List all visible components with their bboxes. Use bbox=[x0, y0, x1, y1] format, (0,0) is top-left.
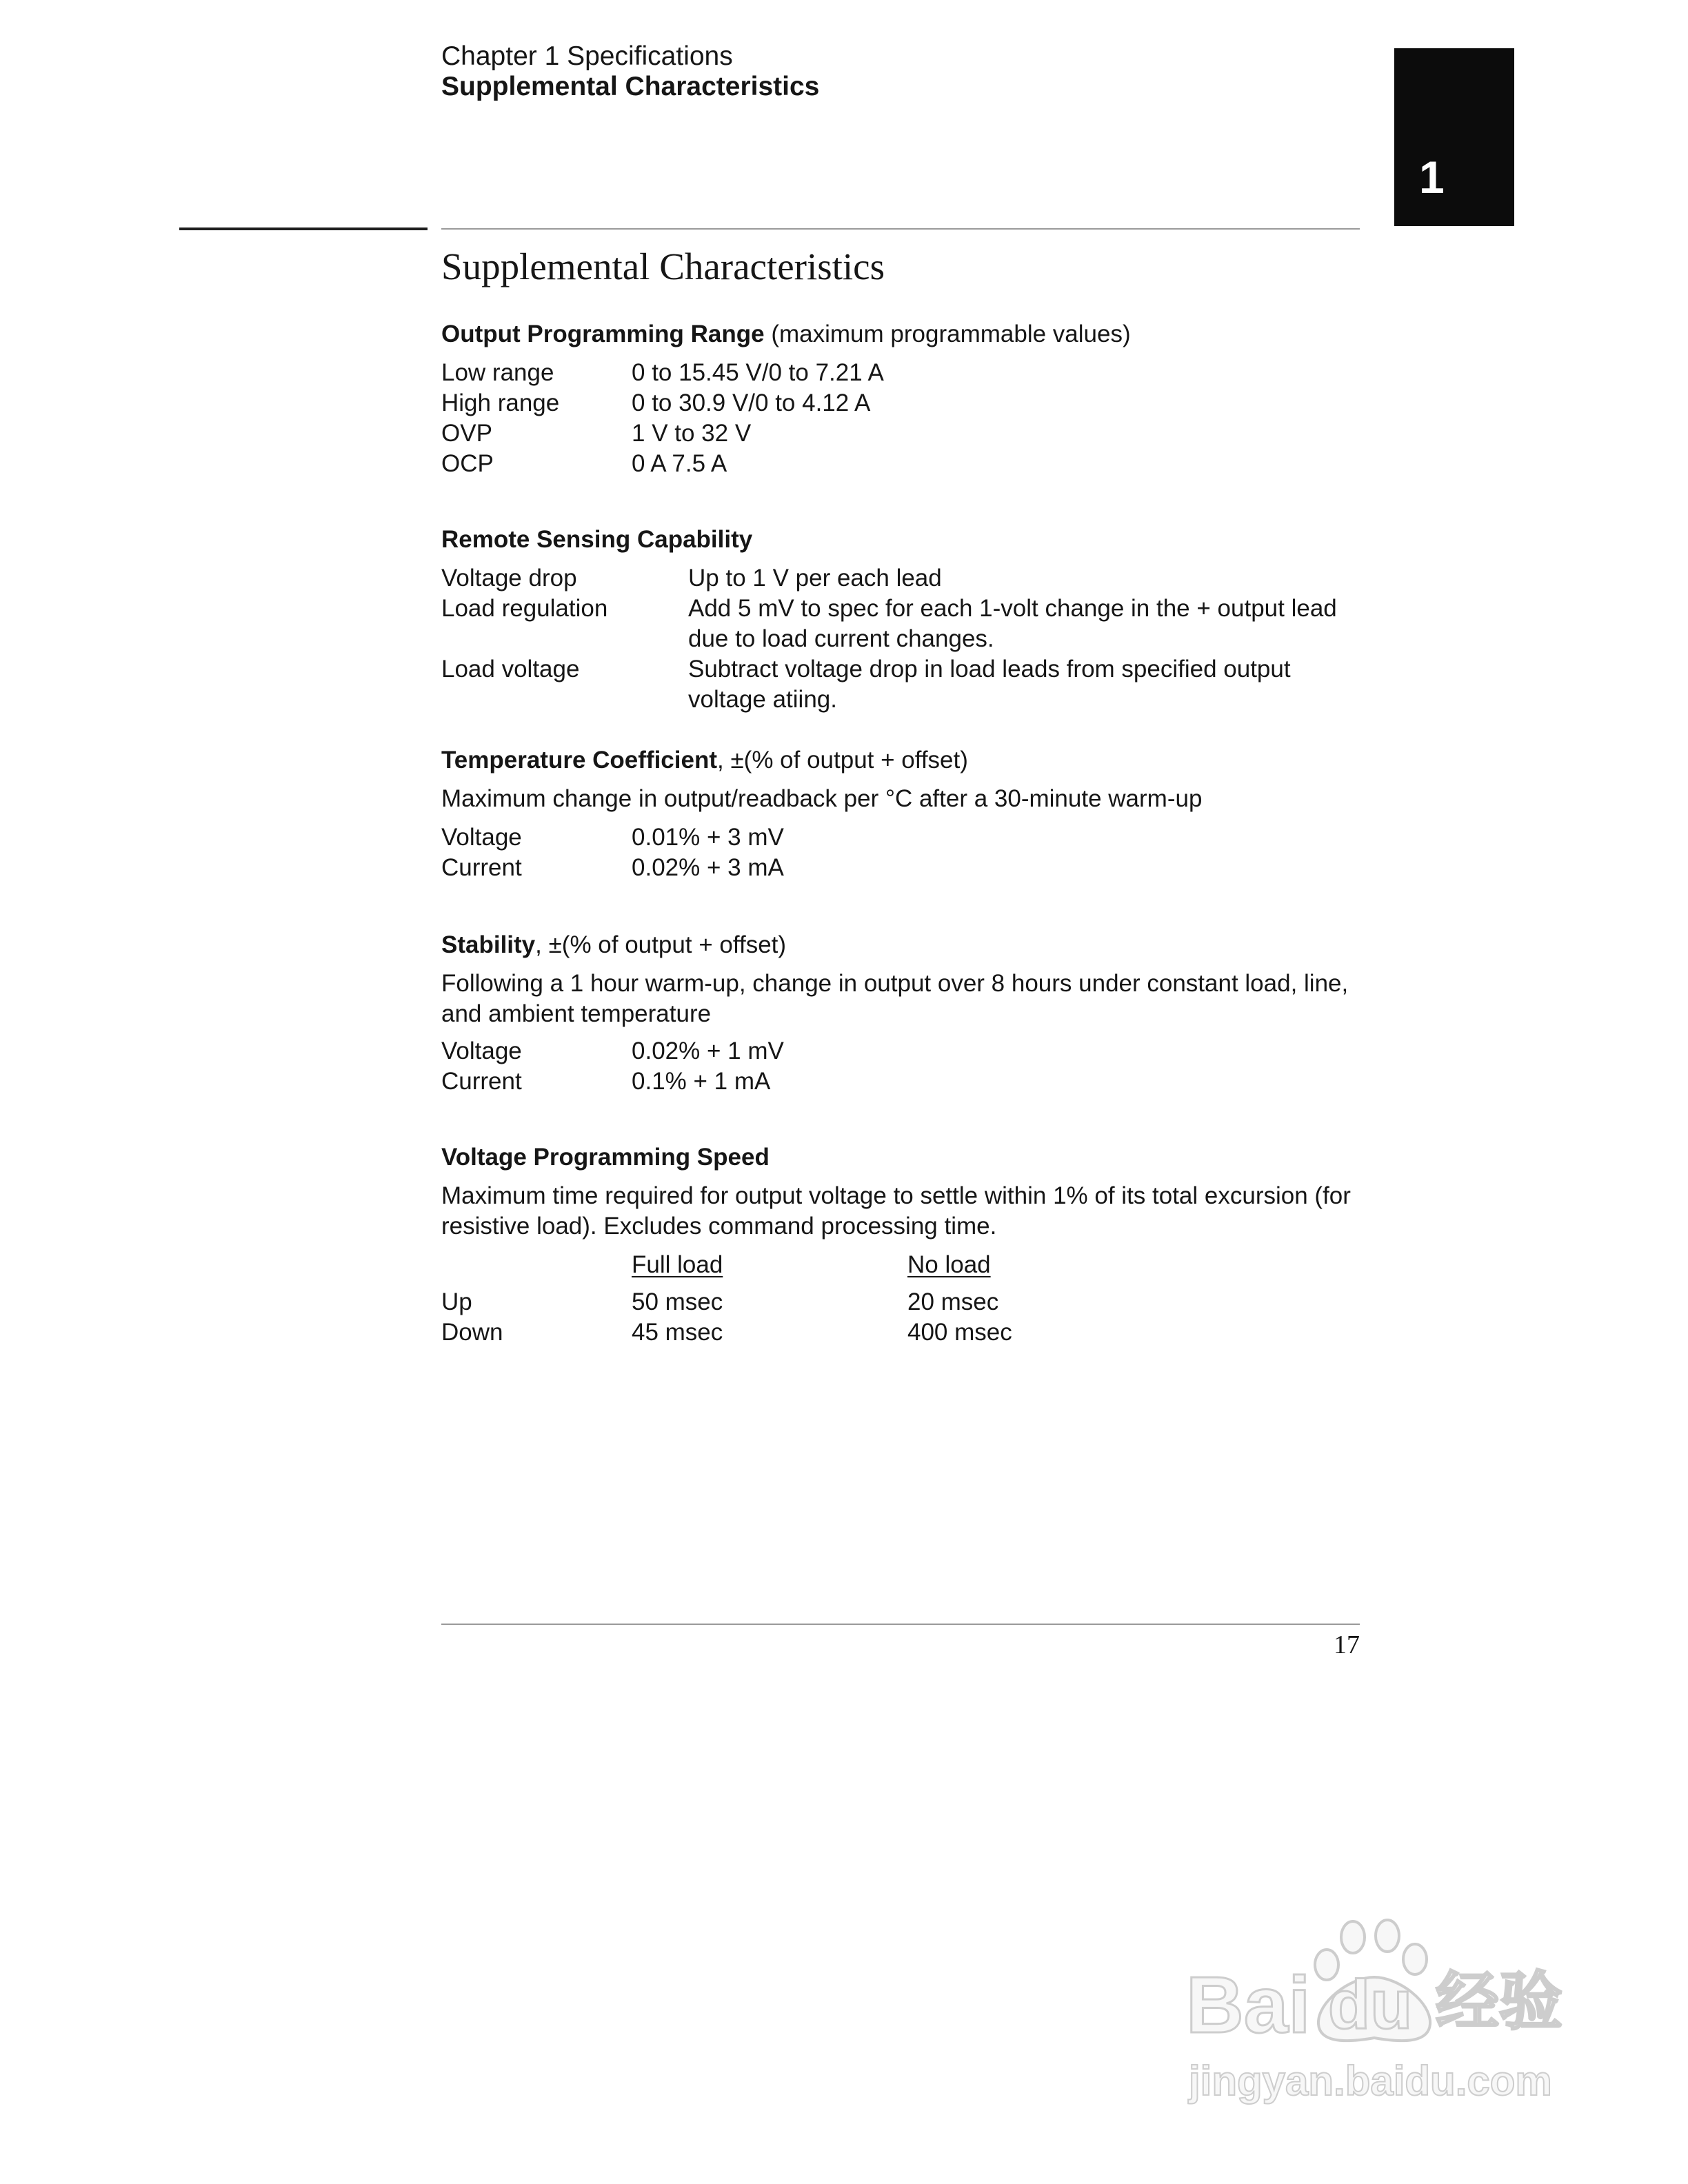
chapter-tab bbox=[1394, 48, 1514, 226]
voltage-programming-speed-description-line: resistive load). Excludes command processing time. bbox=[441, 1213, 997, 1240]
remote-sensing-table bbox=[441, 563, 1337, 715]
baidu-watermark bbox=[1186, 1910, 1586, 2110]
spec-row bbox=[441, 358, 884, 388]
spec-value bbox=[688, 563, 942, 594]
table-cell-no-load: 20 msec bbox=[907, 1288, 999, 1315]
table-cell-full-load: 45 msec bbox=[632, 1319, 723, 1346]
stability-title: Stability bbox=[441, 931, 536, 958]
spec-value: 1 V to 32 V bbox=[632, 420, 752, 447]
spec-value: 0.02% + 3 mA bbox=[632, 854, 784, 881]
table-header-empty bbox=[441, 1250, 632, 1280]
output-programming-range-heading bbox=[441, 319, 1131, 350]
remote-sensing-heading: Remote Sensing Capability bbox=[441, 526, 753, 553]
page-number: 17 bbox=[1334, 1630, 1360, 1659]
spec-value: 0 A 7.5 A bbox=[632, 450, 727, 477]
temperature-coefficient-qualifier: , ±(% of output + offset) bbox=[717, 747, 968, 774]
spec-label: OCP bbox=[441, 450, 494, 477]
spec-label: Voltage bbox=[441, 1038, 522, 1064]
section-rule-thick bbox=[179, 228, 428, 230]
spec-label: Load regulation bbox=[441, 595, 608, 622]
spec-label: Voltage drop bbox=[441, 565, 577, 592]
voltage-programming-speed-table bbox=[441, 1250, 1012, 1348]
table-row bbox=[441, 1317, 1012, 1348]
column-header-full-load: Full load bbox=[632, 1251, 723, 1278]
temperature-coefficient-title: Temperature Coefficient bbox=[441, 747, 717, 774]
watermark-url: jingyan.baidu.com bbox=[1189, 2058, 1552, 2104]
temperature-coefficient-heading bbox=[441, 745, 968, 776]
table-row-label: Up bbox=[441, 1288, 472, 1315]
stability-heading bbox=[441, 930, 786, 960]
spec-label: Current bbox=[441, 1068, 522, 1095]
spec-value-line: Up to 1 V per each lead bbox=[688, 565, 942, 592]
table-cell-full-load: 50 msec bbox=[632, 1288, 723, 1315]
spec-row bbox=[441, 418, 884, 449]
table-row-label: Down bbox=[441, 1319, 503, 1346]
footer-rule bbox=[441, 1624, 1360, 1625]
table-header-row bbox=[441, 1250, 1012, 1280]
watermark-product: 经验 bbox=[1436, 1967, 1563, 2037]
section-rule-thin bbox=[441, 228, 1360, 230]
spec-value: 0.02% + 1 mV bbox=[632, 1038, 784, 1064]
spec-value-line: Subtract voltage drop in load leads from specified output bbox=[688, 656, 1291, 682]
voltage-programming-speed-description bbox=[441, 1181, 1351, 1242]
spec-value-line: voltage atiing. bbox=[688, 686, 837, 713]
running-header bbox=[441, 41, 819, 102]
spec-label: High range bbox=[441, 390, 560, 416]
output-programming-range-table bbox=[441, 358, 884, 479]
voltage-programming-speed-description-line: Maximum time required for output voltage to settle within 1% of its total excursion (for bbox=[441, 1182, 1351, 1209]
stability-description bbox=[441, 969, 1348, 1029]
spec-value bbox=[688, 594, 1337, 654]
spec-value: 0 to 30.9 V/0 to 4.12 A bbox=[632, 390, 871, 416]
running-header-section: Supplemental Characteristics bbox=[441, 72, 820, 101]
spec-row bbox=[441, 1066, 784, 1097]
table-cell-no-load: 400 msec bbox=[907, 1319, 1012, 1346]
temperature-coefficient-description: Maximum change in output/readback per °C after a 30-minute warm-up bbox=[441, 785, 1203, 812]
spec-label: Load voltage bbox=[441, 656, 580, 682]
spec-row bbox=[441, 822, 784, 853]
watermark-brand-right: du bbox=[1328, 1966, 1413, 2043]
chapter-tab-number: 1 bbox=[1419, 152, 1445, 203]
temperature-coefficient-table bbox=[441, 822, 784, 883]
spec-label: Current bbox=[441, 854, 522, 881]
spec-label: OVP bbox=[441, 420, 492, 447]
spec-value-line: Add 5 mV to spec for each 1-volt change in the + output lead bbox=[688, 595, 1337, 622]
output-programming-range-qualifier: (maximum programmable values) bbox=[764, 321, 1131, 347]
stability-description-line: and ambient temperature bbox=[441, 1000, 712, 1027]
spec-row bbox=[441, 563, 1337, 594]
watermark-brand-left: Bai bbox=[1186, 1960, 1311, 2050]
spec-value: 0.1% + 1 mA bbox=[632, 1068, 771, 1095]
stability-qualifier: , ±(% of output + offset) bbox=[535, 931, 787, 958]
stability-table bbox=[441, 1036, 784, 1097]
spec-row bbox=[441, 594, 1337, 654]
spec-value bbox=[688, 654, 1291, 715]
spec-label: Voltage bbox=[441, 824, 522, 851]
spec-row bbox=[441, 853, 784, 883]
page-title: Supplemental Characteristics bbox=[441, 245, 885, 287]
output-programming-range-title: Output Programming Range bbox=[441, 321, 765, 347]
spec-row bbox=[441, 1036, 784, 1066]
spec-value: 0.01% + 3 mV bbox=[632, 824, 784, 851]
spec-value: 0 to 15.45 V/0 to 7.21 A bbox=[632, 359, 884, 386]
voltage-programming-speed-heading: Voltage Programming Speed bbox=[441, 1144, 770, 1171]
stability-description-line: Following a 1 hour warm-up, change in output over 8 hours under constant load, line, bbox=[441, 970, 1349, 997]
running-header-chapter: Chapter 1 Specifications bbox=[441, 41, 733, 71]
table-row bbox=[441, 1287, 1012, 1317]
spec-label: Low range bbox=[441, 359, 554, 386]
spec-value-line: due to load current changes. bbox=[688, 625, 994, 652]
spec-row bbox=[441, 388, 884, 418]
spec-row bbox=[441, 449, 884, 479]
spec-row bbox=[441, 654, 1337, 715]
column-header-no-load: No load bbox=[907, 1251, 991, 1278]
